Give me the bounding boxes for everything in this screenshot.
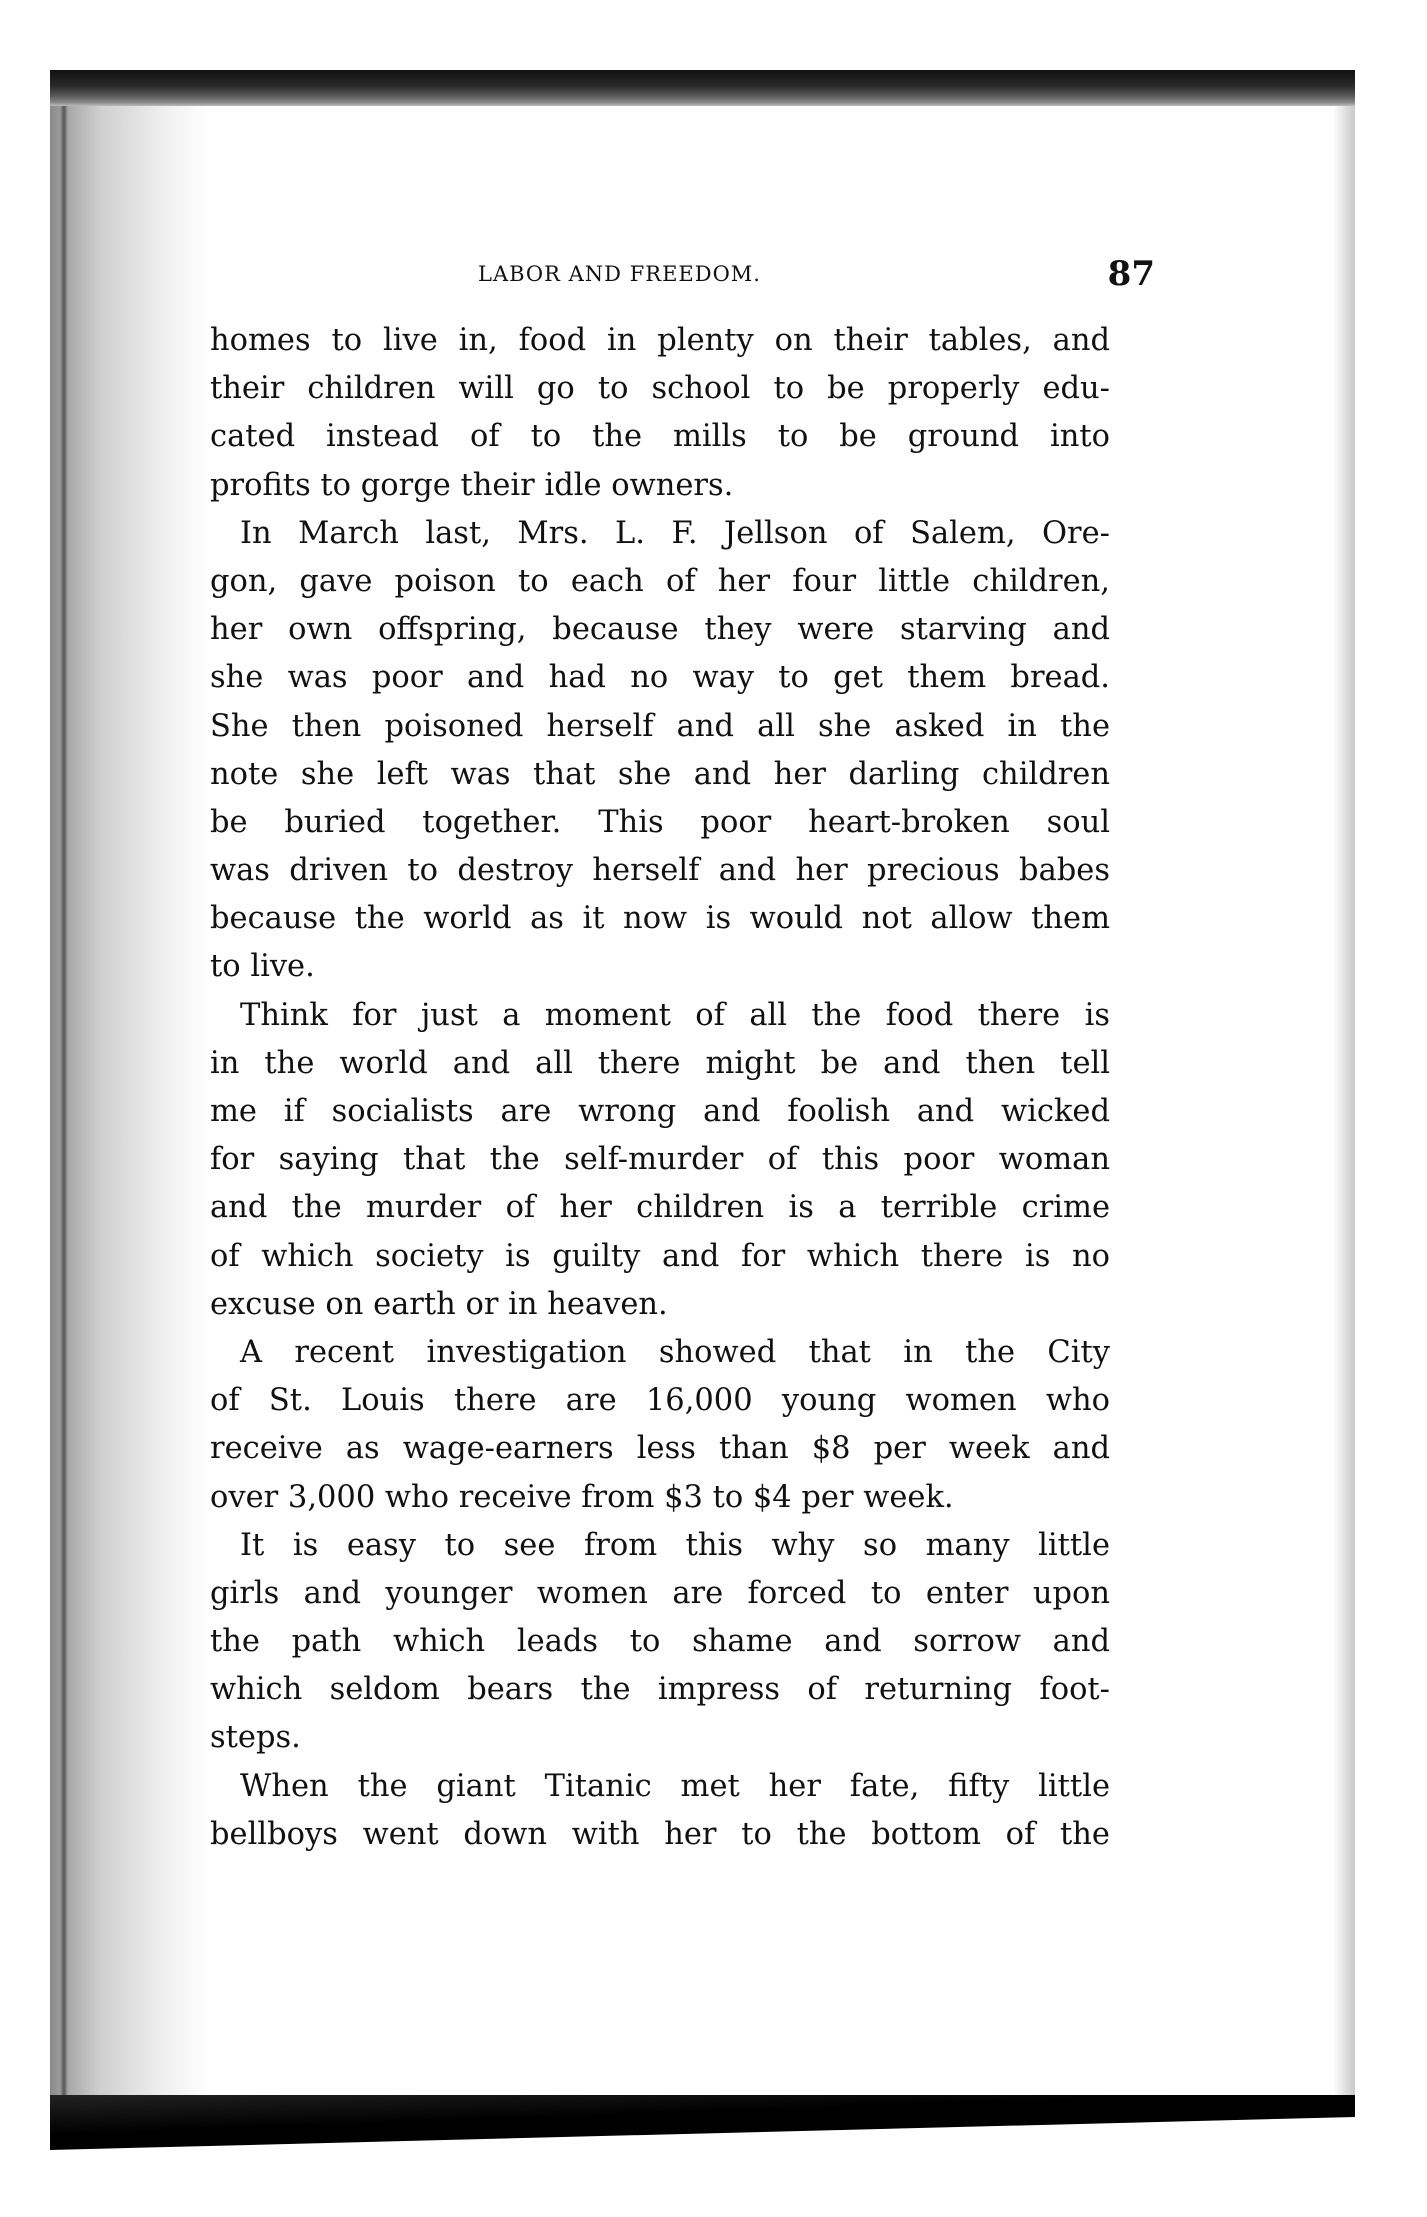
text-line: because the world as it now is would not allow them [210, 901, 1110, 937]
text-line: and the murder of her children is a terrible crime [210, 1190, 1110, 1226]
running-head [210, 256, 1155, 296]
text-line: the path which leads to shame and sorrow and [210, 1624, 1110, 1660]
text-line: be buried together. This poor heart-broken soul [210, 804, 1110, 840]
text-line: excuse on earth or in heaven. [210, 1286, 668, 1322]
text-line: was driven to destroy herself and her precious babes [210, 853, 1110, 889]
text-line: She then poisoned herself and all she asked in the [210, 708, 1110, 744]
text-line: which seldom bears the impress of returning foot- [210, 1672, 1110, 1708]
scanned-page [50, 70, 1355, 2150]
running-title: LABOR AND FREEDOM. [478, 262, 761, 286]
text-line: When the giant Titanic met her fate, fifty little [240, 1768, 1110, 1804]
text-line: It is easy to see from this why so many little [240, 1527, 1110, 1563]
text-line: note she left was that she and her darling children [210, 756, 1110, 792]
text-line: gon, gave poison to each of her four little children, [210, 563, 1110, 599]
text-line: in the world and all there might be and then tell [210, 1045, 1110, 1081]
text-line: bellboys went down with her to the bottom of the [210, 1816, 1110, 1852]
text-line: cated instead of to the mills to be ground into [210, 419, 1110, 455]
text-line: profits to gorge their idle owners. [210, 467, 734, 503]
book-page [50, 70, 1355, 2150]
text-line: me if socialists are wrong and foolish and wicked [210, 1094, 1110, 1129]
text-line: her own offspring, because they were starving and [210, 612, 1110, 648]
text-line: Think for just a moment of all the food there is [240, 997, 1110, 1033]
text-line: she was poor and had no way to get them bread. [210, 660, 1110, 696]
text-line: girls and younger women are forced to enter upon [210, 1575, 1110, 1611]
text-line: homes to live in, food in plenty on their tables, and [210, 323, 1110, 358]
text-line: of which society is guilty and for which there is no [210, 1238, 1110, 1274]
body-text [210, 317, 1110, 1859]
text-line: over 3,000 who receive from $3 to $4 per week. [210, 1479, 954, 1515]
text-line: A recent investigation showed that in the City [240, 1334, 1110, 1370]
text-line: to live. [210, 949, 315, 985]
text-line: steps. [210, 1720, 301, 1756]
text-line: receive as wage-earners less than $8 per week and [210, 1431, 1110, 1467]
text-line: of St. Louis there are 16,000 young women who [210, 1383, 1110, 1419]
text-line: their children will go to school to be properly edu- [210, 371, 1110, 407]
page-number: 87 [1107, 254, 1155, 294]
text-line: In March last, Mrs. L. F. Jellson of Salem, Ore- [240, 515, 1110, 551]
text-line: for saying that the self-murder of this poor woman [210, 1142, 1110, 1178]
